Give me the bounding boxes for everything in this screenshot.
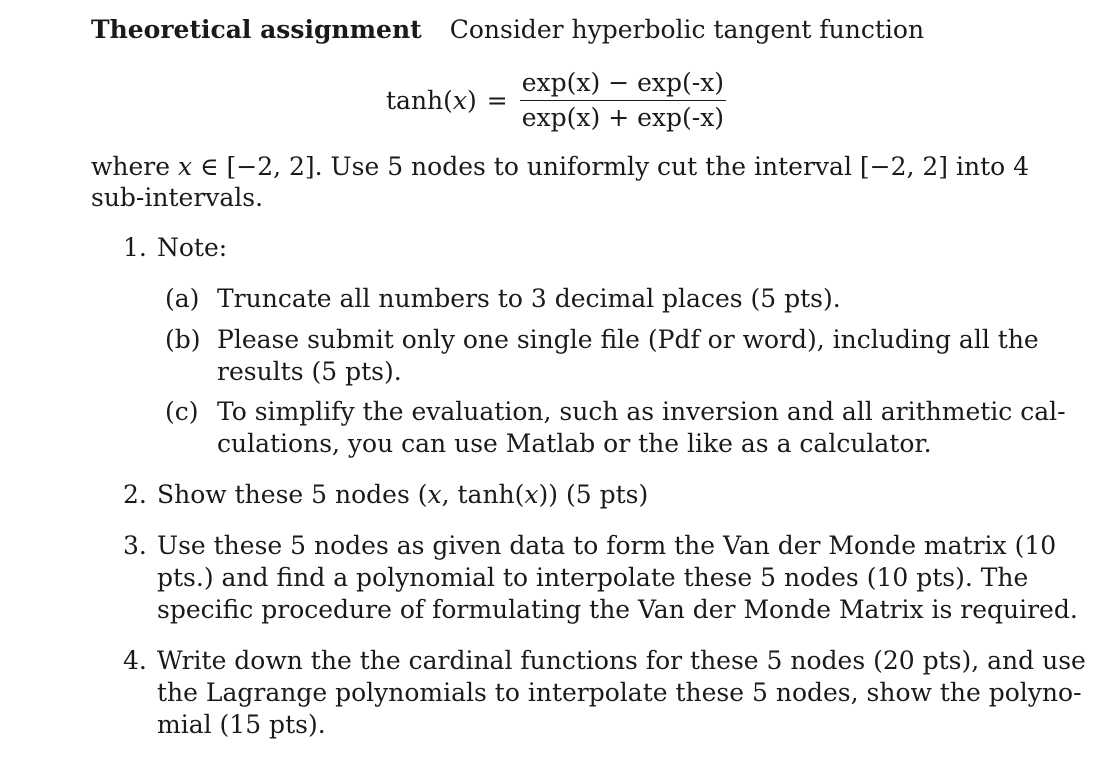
- list-item-3-line-1: Use these 5 nodes as given data to form the Van der Monde matrix (10: [157, 531, 1057, 560]
- paragraph-line-1: where x ∈ [−2, 2]. Use 5 nodes to uniformly cut the interval [−2, 2] into 4: [91, 152, 1030, 181]
- list-item-3-line-2: pts.) and find a polynomial to interpolate these 5 nodes (10 pts). The: [157, 563, 1029, 592]
- subitem-b-label: (b): [165, 325, 201, 354]
- list-item-4-line-1: Write down the the cardinal functions for these 5 nodes (20 pts), and use: [157, 646, 1086, 675]
- subitem-b-line-1: Please submit only one single file (Pdf or word), including all the: [217, 325, 1039, 354]
- subitem-c-line-1: To simplify the evaluation, such as inversion and all arithmetic cal-: [217, 397, 1066, 426]
- fraction-numerator: exp(x) − exp(-x): [520, 68, 726, 101]
- subitem-c-label: (c): [165, 397, 199, 426]
- subitem-a-label: (a): [165, 284, 200, 313]
- assignment-title: Theoretical assignment: [91, 15, 422, 44]
- intro-text: Consider hyperbolic tangent function: [449, 15, 925, 44]
- fraction-denominator: exp(x) + exp(-x): [521, 102, 725, 132]
- equation-lhs: tanh(x): [386, 85, 477, 115]
- title-line: [91, 14, 1009, 46]
- list-item-1-text: Note:: [157, 233, 228, 262]
- list-item-4-line-2: the Lagrange polynomials to interpolate these 5 nodes, show the polyno-: [157, 678, 1082, 707]
- equation-fraction: [520, 68, 726, 133]
- tanh-equation: [386, 64, 726, 136]
- list-item-4-line-3: mial (15 pts).: [157, 710, 326, 739]
- subitem-c-line-2: culations, you can use Matlab or the like as a calculator.: [217, 429, 932, 458]
- equals-sign: =: [486, 85, 508, 115]
- list-item-4-label: 4.: [123, 646, 147, 675]
- list-item-3-label: 3.: [123, 531, 147, 560]
- paragraph-line-2: sub-intervals.: [91, 183, 264, 212]
- list-item-3-line-3: specific procedure of formulating the Van der Monde Matrix is required.: [157, 595, 1078, 624]
- subitem-b-line-2: results (5 pts).: [217, 357, 402, 386]
- list-item-2-text: Show these 5 nodes (x, tanh(x)) (5 pts): [157, 480, 649, 509]
- list-item-2-label: 2.: [123, 480, 147, 509]
- list-item-1-label: 1.: [123, 233, 147, 262]
- subitem-a-text: Truncate all numbers to 3 decimal places (5 pts).: [217, 284, 841, 313]
